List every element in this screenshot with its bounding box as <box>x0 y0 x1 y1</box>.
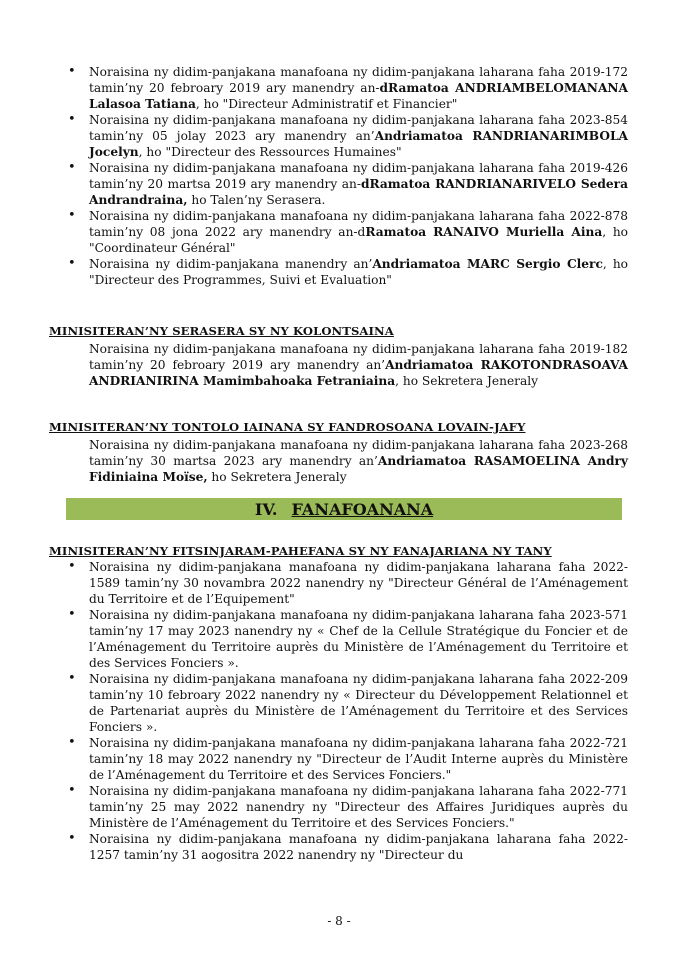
text-run: Noraisina ny didim-panjakana manafoana ny didim-panjakana laharana faha 2022-1257 tamin’ny 31 aogositra 2022 nanendry ny "Directeur du <box>89 832 628 862</box>
text-run: Noraisina ny didim-panjakana manendry an’ <box>89 257 373 271</box>
section-title: FANAFOANANA <box>291 499 434 519</box>
section-heading-tontolo-iainana: MINISITERAN’NY TONTOLO IAINANA SY FANDROSOANA LOVAIN-JAFY <box>49 420 526 434</box>
bold-name: Ramatoa RANAIVO Muriella Aina <box>365 225 603 239</box>
bold-name: Andriamatoa RASAMOELINA Andry Fidiniaina Moïse, <box>89 454 628 484</box>
section-number: IV. <box>254 499 278 519</box>
bold-name: Andriamatoa RANDRIANARIMBOLA Jocelyn <box>89 129 628 159</box>
text-run: ho Sekretera Jeneraly <box>207 470 347 484</box>
text-run: Noraisina ny didim-panjakana manafoana ny didim-panjakana laharana faha 2023-268 tamin’ny 30 martsa 2023 ary manendry an’ <box>89 438 628 468</box>
paragraph-tontolo-iainana <box>89 437 628 485</box>
list-item <box>68 160 628 208</box>
list-item <box>68 783 628 831</box>
paragraph-serasera <box>89 341 628 389</box>
list-item <box>68 607 628 671</box>
text-run: , ho Sekretera Jeneraly <box>395 374 539 388</box>
text-run: Noraisina ny didim-panjakana manafoana ny didim-panjakana laharana faha 2022-771 tamin’ny 25 may 2022 nanendry ny "Directeur des Affaires Juridiques auprès du Ministère de l’Aménagement du Territoire et des Services Fonciers." <box>89 784 628 830</box>
repeal-list <box>68 559 628 863</box>
text-run: Noraisina ny didim-panjakana manafoana ny didim-panjakana laharana faha 2022-878 tamin’ny 08 jona 2022 ary manendry an-d <box>89 209 628 239</box>
text-run: , ho "Directeur des Programmes, Suivi et Evaluation" <box>89 257 629 287</box>
appointment-list-top <box>68 64 628 288</box>
list-item <box>68 112 628 160</box>
text-run: Noraisina ny didim-panjakana manafoana ny didim-panjakana laharana faha 2023-854 tamin’ny 05 jolay 2023 ary manendry an’ <box>89 113 628 143</box>
bold-name: dRamatoa RANDRIANARIVELO Sedera Andrandraina, <box>89 177 628 207</box>
list-item <box>68 256 628 288</box>
text-run: , ho "Directeur des Ressources Humaines" <box>138 145 402 159</box>
section-banner <box>66 498 622 520</box>
list-item <box>68 671 628 735</box>
bold-name: Andriamatoa MARC Sergio Clerc <box>372 257 603 271</box>
list-item <box>68 831 628 863</box>
list-item <box>68 64 628 112</box>
text-run: Noraisina ny didim-panjakana manafoana ny didim-panjakana laharana faha 2022-1589 tamin’ny 30 novambra 2022 nanendry ny "Directeur Général de l’Aménagement du Territoire et de l’Equipement" <box>89 560 628 606</box>
text-run: Noraisina ny didim-panjakana manafoana ny didim-panjakana laharana faha 2023-571 tamin’ny 17 may 2023 nanendry ny « Chef de la Cellule Stratégique du Foncier et de l’Aménagement du Territoire auprès du Ministère de l’Aménagement du Territoire et des Services Fonciers ». <box>89 608 628 670</box>
list-item <box>68 735 628 783</box>
list-item <box>68 208 628 256</box>
text-run: Noraisina ny didim-panjakana manafoana ny didim-panjakana laharana faha 2022-209 tamin’ny 10 febroary 2022 nanendry ny « Directeur du Développement Relationnel et de Partenariat auprès du Ministère de l’Aménagement du Territoire et des Services Fonciers ». <box>89 672 628 734</box>
section-heading-fitsinjaram-pahefana: MINISITERAN’NY FITSINJARAM-PAHEFANA SY NY FANAJARIANA NY TANY <box>49 544 552 558</box>
list-item <box>68 559 628 607</box>
text-run: Noraisina ny didim-panjakana manafoana ny didim-panjakana laharana faha 2019-426 tamin’ny 20 martsa 2019 ary manendry an- <box>89 161 628 191</box>
text-run: Noraisina ny didim-panjakana manafoana ny didim-panjakana laharana faha 2019-172 tamin’ny 20 febroary 2019 ary manendry an- <box>89 65 628 95</box>
page-number: - 8 - <box>327 914 351 928</box>
text-run: , ho "Directeur Administratif et Financier" <box>195 97 458 111</box>
bold-name: Andriamatoa RAKOTONDRASOAVA ANDRIANIRINA Mamimbahoaka Fetraniaina <box>89 358 628 388</box>
bold-name: dRamatoa ANDRIAMBELOMANANA Lalasoa Tatiana <box>89 81 628 111</box>
text-run: Noraisina ny didim-panjakana manafoana ny didim-panjakana laharana faha 2019-182 tamin’ny 20 febroary 2019 ary manendry an’ <box>89 342 628 372</box>
text-run: ho Talen’ny Serasera. <box>187 193 326 207</box>
section-heading-serasera: MINISITERAN’NY SERASERA SY NY KOLONTSAINA <box>49 324 394 338</box>
text-run: , ho "Coordinateur Général" <box>89 225 629 255</box>
text-run: Noraisina ny didim-panjakana manafoana ny didim-panjakana laharana faha 2022-721 tamin’ny 18 may 2022 nanendry ny "Directeur de l’Audit Interne auprès du Ministère de l’Aménagement du Territoire et des Services Fonciers." <box>89 736 628 782</box>
